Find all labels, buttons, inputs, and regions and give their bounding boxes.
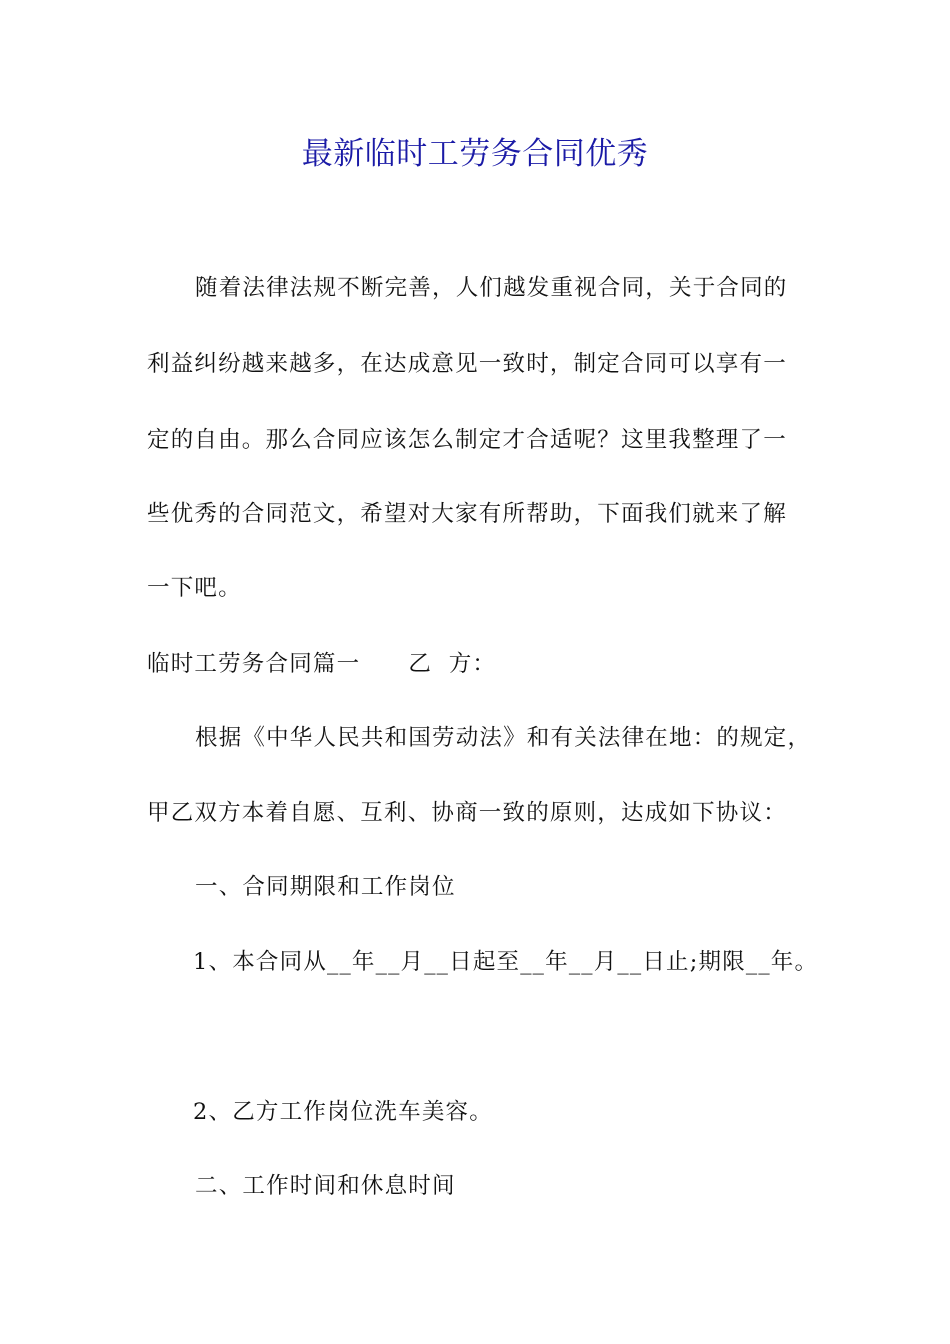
section-heading-line <box>147 646 496 678</box>
basis-line-2: 甲乙双方本着自愿、互利、协商一致的原则，达成如下协议： <box>147 800 787 826</box>
clause-1-heading: 一、合同期限和工作岗位 <box>195 874 456 900</box>
intro-line-3: 定的自由。那么合同应该怎么制定才合适呢？这里我整理了一 <box>147 427 787 453</box>
section-heading: 临时工劳务合同篇一 <box>147 651 361 677</box>
clause-1-item-2: 2、乙方工作岗位洗车美容。 <box>193 1099 493 1125</box>
intro-line-1: 随着法律法规不断完善，人们越发重视合同，关于合同的 <box>195 275 788 301</box>
party-b-label: 乙 方： <box>408 651 497 677</box>
intro-line-2: 利益纠纷越来越多，在达成意见一致时，制定合同可以享有一 <box>147 351 787 377</box>
intro-line-4: 些优秀的合同范文，希望对大家有所帮助，下面我们就来了解 <box>147 501 787 527</box>
intro-line-5: 一下吧。 <box>147 575 242 601</box>
document-title: 最新临时工劳务合同优秀 <box>301 136 649 172</box>
basis-line-1: 根据《中华人民共和国劳动法》和有关法律在地：的规定， <box>195 725 812 751</box>
clause-1-item-1: 1、本合同从__年__月__日起至__年__月__日止;期限__年。 <box>193 949 819 975</box>
clause-2-heading: 二、工作时间和休息时间 <box>195 1173 456 1199</box>
